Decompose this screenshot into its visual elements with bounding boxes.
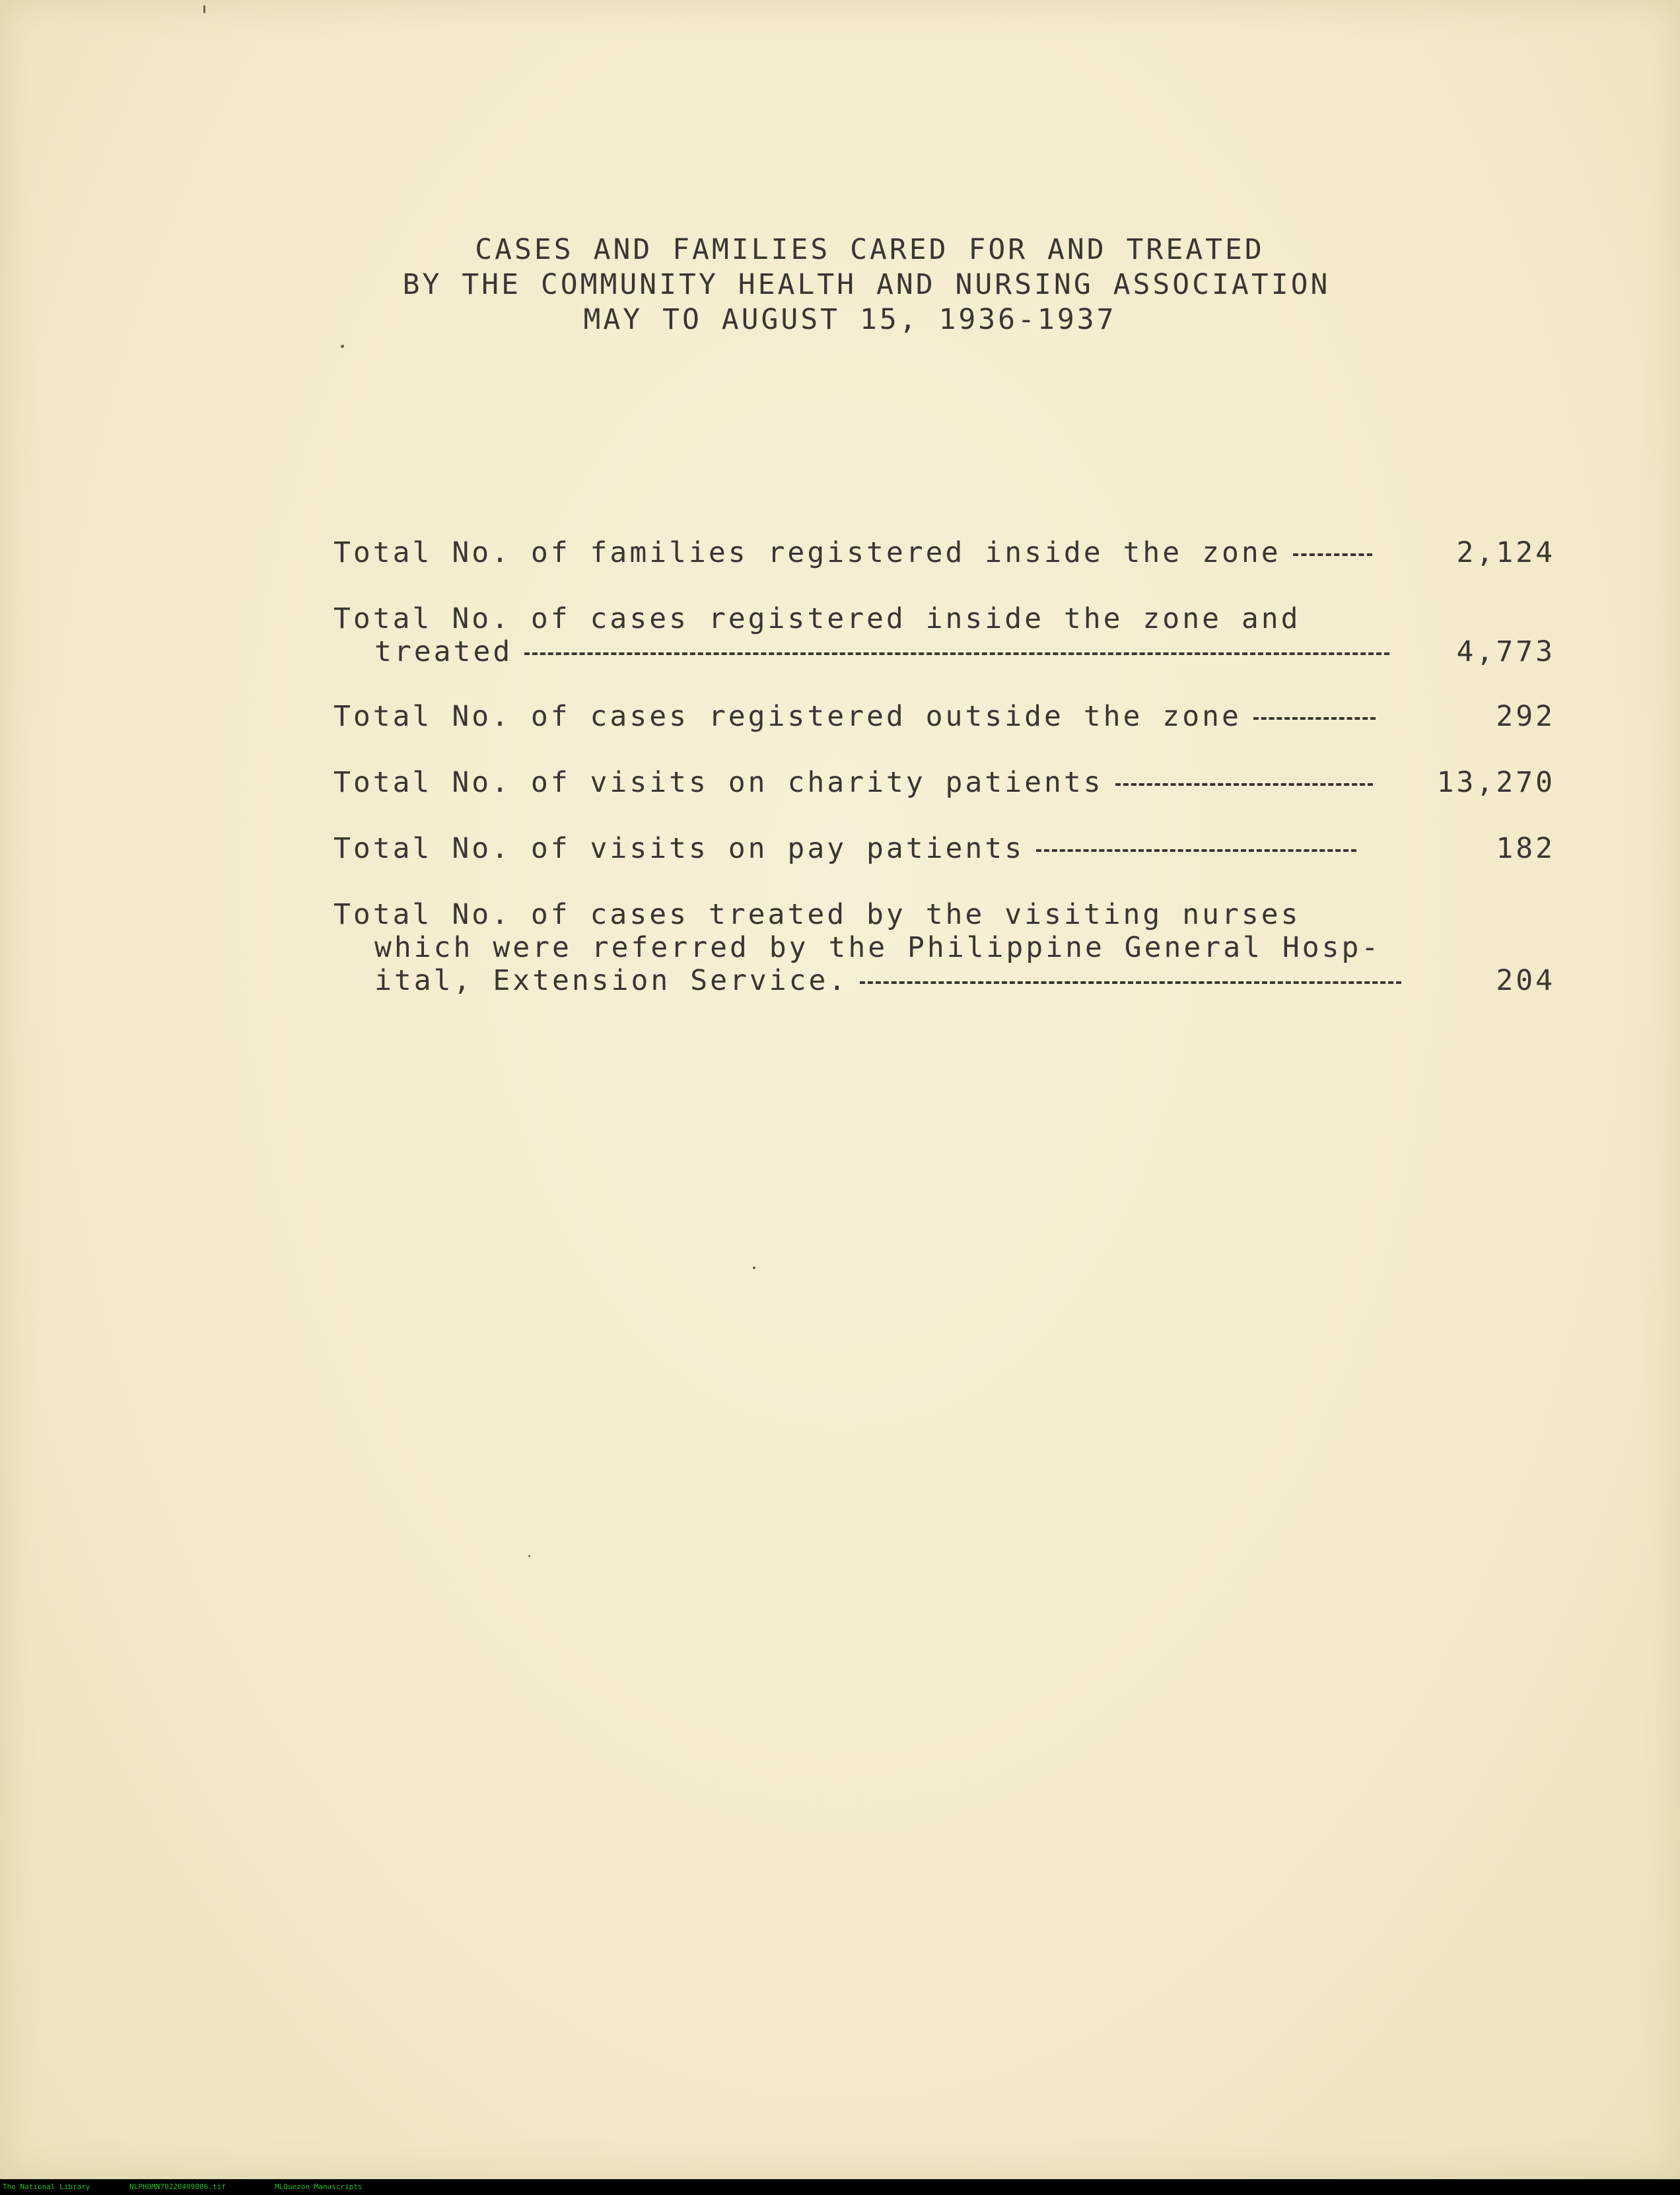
paper-mark [203, 5, 205, 13]
heading-line-2: BY THE COMMUNITY HEALTH AND NURSING ASSOCIATION [402, 268, 1331, 301]
entry-text: Total No. of cases registered outside the zone [333, 700, 1242, 733]
entry-text: Total No. of cases treated by the visiting nurses [333, 898, 1301, 931]
dotted-leader [1036, 849, 1356, 852]
entry-text-continued: treated [374, 635, 513, 668]
scan-footer-bar [0, 2179, 1680, 2195]
entry-value: 204 [1496, 964, 1555, 997]
entry-value: 2,124 [1456, 536, 1555, 569]
entry-text: Total No. of visits on pay patients [333, 832, 1025, 865]
dotted-leader [1115, 783, 1373, 786]
entry-text-continued: ital, Extension Service. [374, 964, 849, 997]
dotted-leader [1293, 553, 1372, 556]
entry-text: Total No. of visits on charity patients [333, 766, 1103, 799]
entry-text-continued: which were referred by the Philippine General Hosp- [374, 931, 1382, 964]
footer-collection: MLQuezon Manuscripts [275, 2182, 363, 2191]
document-heading [0, 232, 1680, 337]
footer-library: The National Library [3, 2182, 90, 2191]
entry-text: Total No. of families registered inside the zone [333, 536, 1281, 569]
paper-speck [528, 1555, 530, 1557]
dotted-leader [524, 652, 1389, 655]
paper-speck [341, 345, 344, 348]
entry-value: 292 [1496, 700, 1555, 733]
entry-value: 4,773 [1456, 635, 1555, 668]
dotted-leader [860, 981, 1401, 984]
entry-value: 13,270 [1436, 766, 1555, 799]
entry-value: 182 [1496, 832, 1555, 865]
heading-line-1: CASES AND FAMILIES CARED FOR AND TREATED [475, 233, 1265, 266]
footer-filename: NLPHOMN70220409006.tif [129, 2182, 226, 2191]
paper-speck [753, 1267, 755, 1269]
dotted-leader [1253, 717, 1376, 720]
heading-line-3: MAY TO AUGUST 15, 1936-1937 [583, 303, 1117, 336]
entry-text: Total No. of cases registered inside the zone and [333, 602, 1301, 635]
